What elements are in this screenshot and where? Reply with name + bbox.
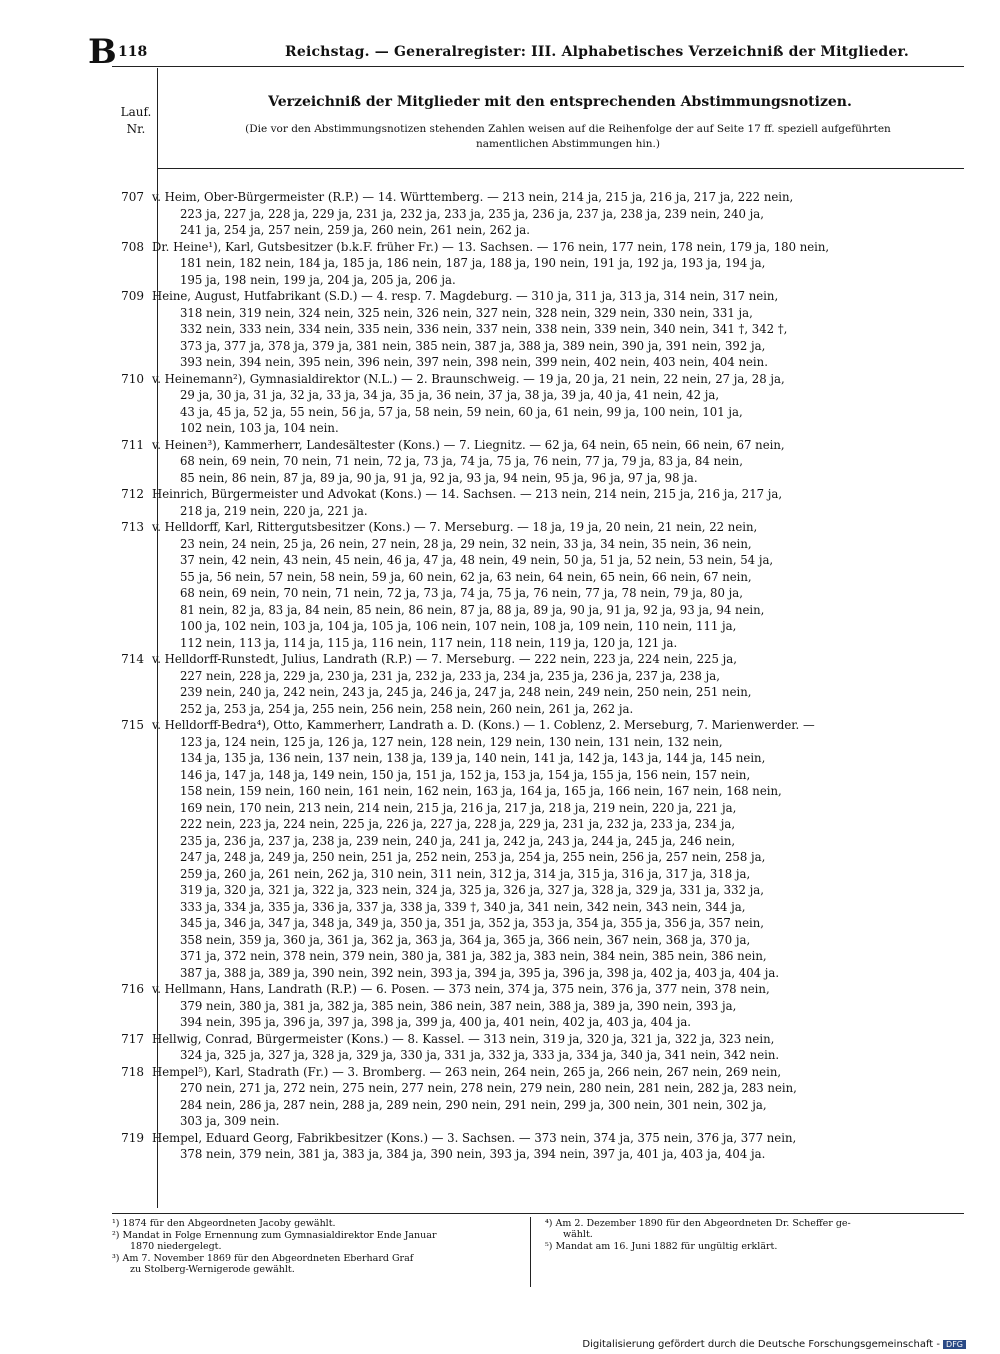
footnote-text: 1874 für den Abgeordneten Jacoby gewählt. bbox=[122, 1218, 336, 1229]
footnote-text: Mandat in Folge Ernennung zum Gymnasialdirektor Ende Januar bbox=[122, 1230, 437, 1241]
credit-line bbox=[582, 1339, 966, 1350]
entry-line: 332 nein, 333 nein, 334 nein, 335 nein, 336 nein, 337 nein, 338 nein, 339 nein, 340 nein, 341 †, 342 †, bbox=[180, 322, 788, 336]
footnotes-left bbox=[112, 1218, 522, 1276]
section-title: Verzeichniß der Mitglieder mit den entsprechenden Abstimmungsnotizen. bbox=[268, 94, 852, 110]
footnotes-right bbox=[545, 1218, 955, 1253]
footnote-line bbox=[545, 1241, 955, 1252]
member-entry bbox=[110, 371, 970, 437]
entry-line: 333 ja, 334 ja, 335 ja, 336 ja, 337 ja, 338 ja, 339 †, 340 ja, 341 nein, 342 nein, 343 nein, 344 ja, bbox=[180, 899, 746, 914]
entry-line: 394 nein, 395 ja, 396 ja, 397 ja, 398 ja, 399 ja, 400 ja, 401 nein, 402 ja, 403 ja, 404 ja. bbox=[180, 1015, 692, 1029]
entry-number: 719 bbox=[121, 1130, 144, 1145]
entry-text bbox=[152, 717, 962, 981]
entry-number: 717 bbox=[121, 1031, 144, 1046]
entry-line: Hellwig, Conrad, Bürgermeister (Kons.) — 8. Kassel. — 313 nein, 319 ja, 320 ja, 321 ja, 322 ja, 323 nein, bbox=[152, 1031, 775, 1046]
entry-line: 222 nein, 223 ja, 224 nein, 225 ja, 226 ja, 227 ja, 228 ja, 229 ja, 231 ja, 232 ja, 233 ja, 234 ja, bbox=[180, 817, 736, 831]
entry-line: 43 ja, 45 ja, 52 ja, 55 nein, 56 ja, 57 ja, 58 nein, 59 nein, 60 ja, 61 nein, 99 ja, 100 nein, 101 ja, bbox=[180, 404, 743, 419]
column-head-line2: Nr. bbox=[126, 122, 146, 136]
entry-text bbox=[152, 288, 962, 371]
member-entry bbox=[110, 486, 970, 519]
entry-line: 303 ja, 309 nein. bbox=[180, 1114, 280, 1128]
entry-number: 713 bbox=[121, 520, 144, 534]
entry-text bbox=[152, 1064, 962, 1130]
footnote bbox=[112, 1253, 522, 1275]
entry-line: 247 ja, 248 ja, 249 ja, 250 nein, 251 ja, 252 nein, 253 ja, 254 ja, 255 nein, 256 ja, 257 nein, 258 ja, bbox=[180, 850, 766, 864]
footnote-line bbox=[545, 1218, 955, 1229]
entry-text bbox=[152, 239, 962, 289]
entry-line: 319 ja, 320 ja, 321 ja, 322 ja, 323 nein, 324 ja, 325 ja, 326 ja, 327 ja, 328 ja, 329 ja, 331 ja, 332 ja, bbox=[180, 883, 764, 897]
footnote-line bbox=[112, 1253, 522, 1264]
column-head bbox=[116, 104, 156, 138]
footnote-mark: ³) bbox=[112, 1253, 120, 1264]
footnote-line bbox=[545, 1229, 955, 1240]
column-head-line1: Lauf. bbox=[120, 105, 152, 119]
footnote bbox=[112, 1230, 522, 1252]
section-note bbox=[178, 122, 958, 152]
member-entry bbox=[110, 1064, 970, 1130]
footnote-mark: ⁴) bbox=[545, 1218, 553, 1229]
running-title: Reichstag. — Generalregister: III. Alphabetisches Verzeichniß der Mitglieder. bbox=[285, 44, 909, 60]
entry-line: 270 nein, 271 ja, 272 nein, 275 nein, 277 nein, 278 nein, 279 nein, 280 nein, 281 nein, 282 ja, 283 nein, bbox=[180, 1081, 797, 1095]
entry-line: 68 nein, 69 nein, 70 nein, 71 nein, 72 ja, 73 ja, 74 ja, 75 ja, 76 nein, 77 ja, 79 ja, 83 ja, 84 nein, bbox=[180, 454, 743, 468]
entry-line: 373 ja, 377 ja, 378 ja, 379 ja, 381 nein, 385 nein, 387 ja, 388 ja, 389 nein, 390 ja, 391 nein, 392 ja, bbox=[180, 338, 766, 353]
entry-text bbox=[152, 371, 962, 437]
entry-text bbox=[152, 1031, 962, 1064]
entry-line: 134 ja, 135 ja, 136 nein, 137 nein, 138 ja, 139 ja, 140 nein, 141 ja, 142 ja, 143 ja, 144 ja, 145 nein, bbox=[180, 751, 766, 765]
footnote-text: Am 2. Dezember 1890 für den Abgeordneten Dr. Scheffer ge- bbox=[555, 1218, 851, 1229]
entry-line: 259 ja, 260 ja, 261 nein, 262 ja, 310 nein, 311 nein, 312 ja, 314 ja, 315 ja, 316 ja, 317 ja, 318 ja, bbox=[180, 866, 751, 881]
entry-line: 68 nein, 69 nein, 70 nein, 71 nein, 72 ja, 73 ja, 74 ja, 75 ja, 76 nein, 77 ja, 78 nein, 79 ja, 80 ja, bbox=[180, 586, 743, 600]
member-entry bbox=[110, 519, 970, 651]
footnote-divider bbox=[530, 1217, 531, 1287]
title-rule bbox=[157, 168, 964, 169]
member-entry bbox=[110, 1031, 970, 1064]
member-list bbox=[110, 189, 970, 1163]
entry-line: 227 nein, 228 ja, 229 ja, 230 ja, 231 ja, 232 ja, 233 ja, 234 ja, 235 ja, 236 ja, 237 ja, 238 ja, bbox=[180, 668, 720, 683]
entry-number: 716 bbox=[121, 982, 144, 996]
member-entry bbox=[110, 981, 970, 1031]
entry-line: 345 ja, 346 ja, 347 ja, 348 ja, 349 ja, 350 ja, 351 ja, 352 ja, 353 ja, 354 ja, 355 ja, 356 ja, 357 nein, bbox=[180, 916, 764, 930]
entry-line: 123 ja, 124 nein, 125 ja, 126 ja, 127 nein, 128 nein, 129 nein, 130 nein, 131 nein, 132 nein, bbox=[180, 734, 723, 749]
entry-line: 218 ja, 219 nein, 220 ja, 221 ja. bbox=[180, 503, 368, 518]
footnote bbox=[545, 1241, 955, 1252]
footnote bbox=[112, 1218, 522, 1229]
entry-line: Heine, August, Hutfabrikant (S.D.) — 4. resp. 7. Magdeburg. — 310 ja, 311 ja, 313 ja, 314 nein, 317 nein, bbox=[152, 289, 779, 303]
entry-line: Hempel, Eduard Georg, Fabrikbesitzer (Kons.) — 3. Sachsen. — 373 nein, 374 ja, 375 nein, 376 ja, 377 nein, bbox=[152, 1130, 797, 1145]
entry-text bbox=[152, 189, 962, 239]
entry-number: 711 bbox=[121, 437, 144, 452]
page-number: 118 bbox=[118, 44, 148, 60]
entry-number: 708 bbox=[121, 239, 144, 254]
footnote-line bbox=[112, 1218, 522, 1229]
footnote-text: Am 7. November 1869 für den Abgeordneten Eberhard Graf bbox=[122, 1253, 414, 1264]
footnote-text: wählt. bbox=[563, 1229, 593, 1240]
entry-line: 158 nein, 159 nein, 160 nein, 161 nein, 162 nein, 163 ja, 164 ja, 165 ja, 166 nein, 167 nein, 168 nein, bbox=[180, 784, 782, 798]
entry-line: 358 nein, 359 ja, 360 ja, 361 ja, 362 ja, 363 ja, 364 ja, 365 ja, 366 nein, 367 nein, 368 ja, 370 ja, bbox=[180, 932, 751, 947]
footnote-mark: ¹) bbox=[112, 1218, 120, 1229]
corner-letter: B bbox=[88, 32, 117, 72]
entry-line: 387 ja, 388 ja, 389 ja, 390 nein, 392 nein, 393 ja, 394 ja, 395 ja, 396 ja, 398 ja, 402 ja, 403 ja, 404 ja. bbox=[180, 965, 780, 980]
entry-line: 318 nein, 319 nein, 324 nein, 325 nein, 326 nein, 327 nein, 328 nein, 329 nein, 330 nein, 331 ja, bbox=[180, 305, 753, 320]
entry-line: 85 nein, 86 nein, 87 ja, 89 ja, 90 ja, 91 ja, 92 ja, 93 ja, 94 nein, 95 ja, 96 ja, 97 ja, 98 ja. bbox=[180, 470, 698, 485]
footnote-mark: ²) bbox=[112, 1230, 120, 1241]
entry-text bbox=[152, 519, 962, 651]
entry-line: 371 ja, 372 nein, 378 nein, 379 nein, 380 ja, 381 ja, 382 ja, 383 nein, 384 nein, 385 nein, 386 nein, bbox=[180, 949, 767, 963]
footnote-text: Mandat am 16. Juni 1882 für ungültig erklärt. bbox=[555, 1241, 778, 1252]
entry-line: 223 ja, 227 ja, 228 ja, 229 ja, 231 ja, 232 ja, 233 ja, 235 ja, 236 ja, 237 ja, 238 ja, 239 nein, 240 ja, bbox=[180, 206, 764, 221]
entry-line: 23 nein, 24 nein, 25 ja, 26 nein, 27 nein, 28 ja, 29 nein, 32 nein, 33 ja, 34 nein, 35 nein, 36 nein, bbox=[180, 536, 752, 551]
footnote-line bbox=[112, 1264, 522, 1275]
entry-line: 239 nein, 240 ja, 242 nein, 243 ja, 245 ja, 246 ja, 247 ja, 248 nein, 249 nein, 250 nein, 251 nein, bbox=[180, 685, 752, 699]
entry-line: 235 ja, 236 ja, 237 ja, 238 ja, 239 nein, 240 ja, 241 ja, 242 ja, 243 ja, 244 ja, 245 ja, 246 nein, bbox=[180, 833, 736, 848]
member-entry bbox=[110, 239, 970, 289]
entry-line: 241 ja, 254 ja, 257 nein, 259 ja, 260 nein, 261 nein, 262 ja. bbox=[180, 223, 530, 237]
dfg-logo: DFG bbox=[943, 1340, 966, 1349]
footnote-line bbox=[112, 1241, 522, 1252]
entry-number: 712 bbox=[121, 487, 144, 501]
entry-text bbox=[152, 486, 962, 519]
entry-line: 112 nein, 113 ja, 114 ja, 115 ja, 116 nein, 117 nein, 118 nein, 119 ja, 120 ja, 121 ja. bbox=[180, 635, 678, 650]
entry-line: 284 nein, 286 ja, 287 nein, 288 ja, 289 nein, 290 nein, 291 nein, 299 ja, 300 nein, 301 nein, 302 ja, bbox=[180, 1097, 767, 1112]
entry-line: 181 nein, 182 nein, 184 ja, 185 ja, 186 nein, 187 ja, 188 ja, 190 nein, 191 ja, 192 ja, 193 ja, 194 ja, bbox=[180, 256, 766, 270]
footnote-text: 1870 niedergelegt. bbox=[130, 1241, 222, 1252]
entry-line: Hempel⁵), Karl, Stadrath (Fr.) — 3. Bromberg. — 263 nein, 264 nein, 265 ja, 266 nein, 267 nein, 269 nein, bbox=[152, 1064, 782, 1079]
entry-line: 169 nein, 170 nein, 213 nein, 214 nein, 215 ja, 216 ja, 217 ja, 218 ja, 219 nein, 220 ja, 221 ja, bbox=[180, 800, 737, 815]
section-note-line2: namentlichen Abstimmungen hin.) bbox=[476, 138, 660, 150]
entry-number: 709 bbox=[121, 289, 144, 303]
entry-line: 393 nein, 394 nein, 395 nein, 396 nein, 397 nein, 398 nein, 399 nein, 402 nein, 403 nein, 404 nein. bbox=[180, 355, 768, 369]
entry-line: 55 ja, 56 nein, 57 nein, 58 nein, 59 ja, 60 nein, 62 ja, 63 nein, 64 nein, 65 nein, 66 nein, 67 nein, bbox=[180, 569, 752, 584]
entry-number: 710 bbox=[121, 371, 144, 386]
entry-line: Dr. Heine¹), Karl, Gutsbesitzer (b.k.F. früher Fr.) — 13. Sachsen. — 176 nein, 177 nein, 178 nein, 179 ja, 180 nein, bbox=[152, 239, 830, 254]
section-note-line1: (Die vor den Abstimmungsnotizen stehenden Zahlen weisen auf die Reihenfolge der auf Seite 17 ff. speziell aufgeführten bbox=[245, 123, 891, 135]
entry-number: 707 bbox=[121, 190, 144, 204]
entry-line: 379 nein, 380 ja, 381 ja, 382 ja, 385 nein, 386 nein, 387 nein, 388 ja, 389 ja, 390 nein, 393 ja, bbox=[180, 998, 737, 1013]
header-rule bbox=[112, 66, 964, 67]
entry-line: 195 ja, 198 nein, 199 ja, 204 ja, 205 ja, 206 ja. bbox=[180, 272, 456, 287]
entry-line: v. Heinemann²), Gymnasialdirektor (N.L.) — 2. Braunschweig. — 19 ja, 20 ja, 21 nein, 22 nein, 27 ja, 28 ja, bbox=[152, 371, 785, 386]
member-entry bbox=[110, 189, 970, 239]
entry-line: v. Helldorff-Bedra⁴), Otto, Kammerherr, Landrath a. D. (Kons.) — 1. Coblenz, 2. Merseburg, 7. Marienwerder. — bbox=[152, 718, 815, 732]
credit-text: Digitalisierung gefördert durch die Deutsche Forschungsgemeinschaft - bbox=[582, 1339, 941, 1350]
footnote-mark: ⁵) bbox=[545, 1241, 553, 1252]
entry-line: 102 nein, 103 ja, 104 nein. bbox=[180, 421, 339, 435]
entry-line: 29 ja, 30 ja, 31 ja, 32 ja, 33 ja, 34 ja, 35 ja, 36 nein, 37 ja, 38 ja, 39 ja, 40 ja, 41 nein, 42 ja, bbox=[180, 388, 720, 402]
entry-line: v. Heim, Ober-Bürgermeister (R.P.) — 14. Württemberg. — 213 nein, 214 ja, 215 ja, 216 ja, 217 ja, 222 nein, bbox=[152, 190, 794, 204]
entry-number: 715 bbox=[121, 718, 144, 732]
entry-line: 100 ja, 102 nein, 103 ja, 104 ja, 105 ja, 106 nein, 107 nein, 108 ja, 109 nein, 110 nein, 111 ja, bbox=[180, 619, 737, 633]
entry-line: Heinrich, Bürgermeister und Advokat (Kons.) — 14. Sachsen. — 213 nein, 214 nein, 215 ja, 216 ja, 217 ja, bbox=[152, 487, 783, 501]
member-entry bbox=[110, 1130, 970, 1163]
entry-line: v. Heinen³), Kammerherr, Landesältester (Kons.) — 7. Liegnitz. — 62 ja, 64 nein, 65 nein, 66 nein, 67 nein, bbox=[152, 437, 785, 452]
entry-line: 81 nein, 82 ja, 83 ja, 84 nein, 85 nein, 86 nein, 87 ja, 88 ja, 89 ja, 90 ja, 91 ja, 92 ja, 93 ja, 94 nein, bbox=[180, 602, 765, 617]
entry-line: 252 ja, 253 ja, 254 ja, 255 nein, 256 nein, 258 nein, 260 nein, 261 ja, 262 ja. bbox=[180, 701, 634, 716]
footnote-text: zu Stolberg-Wernigerode gewählt. bbox=[130, 1264, 295, 1275]
entry-line: 378 nein, 379 nein, 381 ja, 383 ja, 384 ja, 390 nein, 393 ja, 394 nein, 397 ja, 401 ja, 403 ja, 404 ja. bbox=[180, 1147, 766, 1161]
member-entry bbox=[110, 288, 970, 371]
footnote-rule bbox=[112, 1213, 964, 1214]
member-entry bbox=[110, 437, 970, 487]
entry-text bbox=[152, 1130, 962, 1163]
member-entry bbox=[110, 717, 970, 981]
entry-text bbox=[152, 981, 962, 1031]
entry-line: v. Helldorff, Karl, Rittergutsbesitzer (Kons.) — 7. Merseburg. — 18 ja, 19 ja, 20 nein, 21 nein, 22 nein, bbox=[152, 520, 758, 534]
footnote bbox=[545, 1218, 955, 1240]
footnote-line bbox=[112, 1230, 522, 1241]
entry-line: 146 ja, 147 ja, 148 ja, 149 nein, 150 ja, 151 ja, 152 ja, 153 ja, 154 ja, 155 ja, 156 nein, 157 nein, bbox=[180, 767, 751, 782]
entry-line: 324 ja, 325 ja, 327 ja, 328 ja, 329 ja, 330 ja, 331 ja, 332 ja, 333 ja, 334 ja, 340 ja, 341 nein, 342 nein. bbox=[180, 1048, 780, 1062]
entry-text bbox=[152, 651, 962, 717]
member-entry bbox=[110, 651, 970, 717]
entry-number: 714 bbox=[121, 652, 144, 666]
entry-text bbox=[152, 437, 962, 487]
entry-number: 718 bbox=[121, 1064, 144, 1079]
entry-line: v. Helldorff-Runstedt, Julius, Landrath (R.P.) — 7. Merseburg. — 222 nein, 223 ja, 224 nein, 225 ja, bbox=[152, 652, 737, 666]
entry-line: v. Hellmann, Hans, Landrath (R.P.) — 6. Posen. — 373 nein, 374 ja, 375 nein, 376 ja, 377 nein, 378 nein, bbox=[152, 982, 770, 996]
entry-line: 37 nein, 42 nein, 43 nein, 45 nein, 46 ja, 47 ja, 48 nein, 49 nein, 50 ja, 51 ja, 52 nein, 53 nein, 54 ja, bbox=[180, 553, 774, 567]
